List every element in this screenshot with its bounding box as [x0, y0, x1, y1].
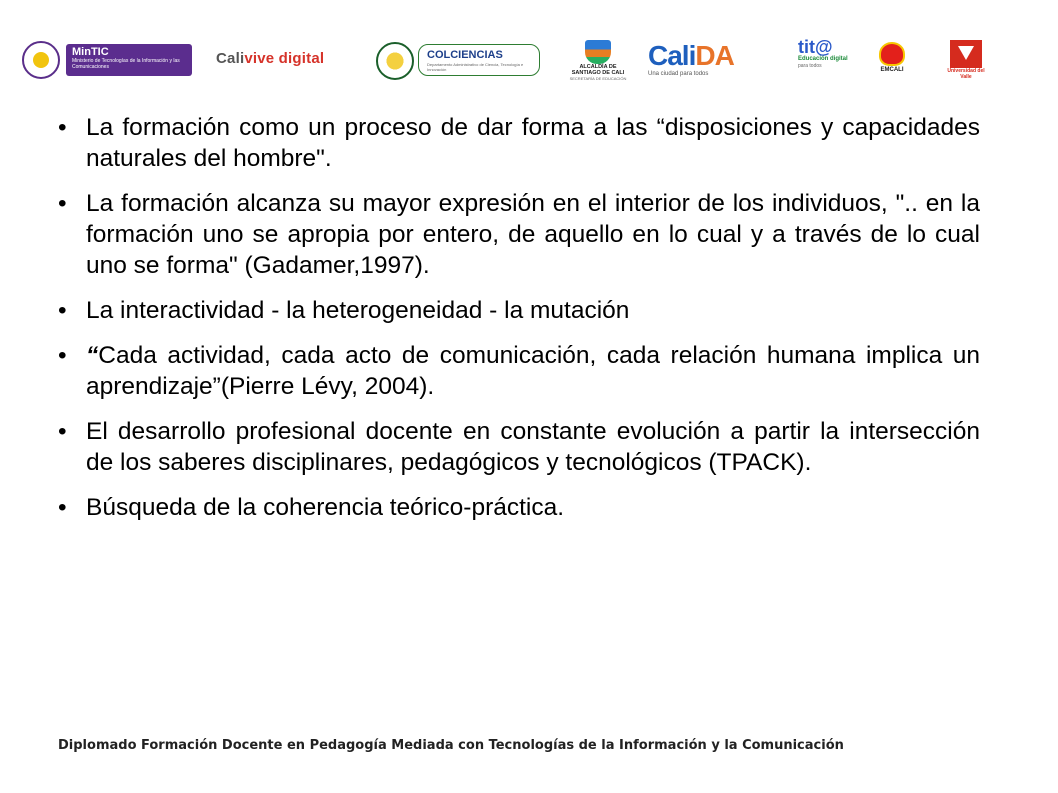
univalle-logo	[946, 40, 986, 84]
bullet-text: La interactividad - la heterogeneidad - la mutación	[86, 297, 630, 324]
tita-logo	[798, 38, 854, 84]
mintic-title: MinTIC	[72, 46, 109, 58]
logo-bar	[0, 36, 1058, 86]
bullet-item	[56, 340, 980, 402]
mintic-logo	[22, 42, 192, 78]
cali-shield-icon	[585, 40, 611, 64]
bullet-icon: •	[58, 297, 67, 324]
bullet-text: Cada actividad, cada acto de comunicación, cada relación humana implica un aprendizaje”(Pierre Lévy, 2004).	[86, 342, 980, 400]
bullet-text: El desarrollo profesional docente en constante evolución a partir la intersección de los saberes disciplinares, pedagógicos y tecnológicos (TPACK).	[86, 418, 980, 476]
bullet-text: Búsqueda de la coherencia teórico-práctica.	[86, 494, 565, 521]
calivive-part1: Cali	[216, 50, 245, 67]
colombia-seal-icon	[22, 41, 60, 79]
alcaldia-title: ALCALDÍA DE SANTIAGO DE CALI	[571, 64, 625, 76]
univalle-mark-icon	[950, 40, 982, 68]
alcaldia-subtitle: SECRETARÍA DE EDUCACIÓN	[569, 76, 627, 81]
tita-subtitle: Educación digital	[798, 56, 848, 62]
colciencias-title: COLCIENCIAS	[427, 49, 503, 61]
bullet-icon: •	[58, 494, 67, 521]
emcali-flame-icon	[879, 42, 905, 66]
univalle-title: Universidad del Valle	[947, 68, 985, 80]
colombia-shield-icon	[376, 42, 414, 80]
bullet-text: La formación alcanza su mayor expresión en el interior de los individuos, ".. en la formación uno se apropia por entero, de aquello en lo cual y a través de lo cual uno se forma" (Gadamer,1997).	[86, 190, 980, 279]
opening-quote-mark: “	[86, 342, 99, 369]
alcaldia-cali-logo	[566, 40, 630, 84]
bullet-item	[56, 188, 980, 281]
colciencias-subtitle: Departamento Administrativo de Ciencia, Tecnología e Innovación	[427, 62, 524, 72]
bullet-item	[56, 295, 980, 326]
calida-subtitle: Una ciudad para todos	[648, 71, 709, 77]
colciencias-logo	[418, 44, 540, 76]
mintic-subtitle: Ministerio de Tecnologías de la Información y las Comunicaciones	[72, 58, 180, 70]
calida-title-a: Cali	[648, 40, 696, 71]
tita-tagline: para todos	[798, 63, 822, 69]
calivive-part2: vive digital	[244, 50, 325, 67]
emcali-logo	[874, 42, 910, 80]
calida-title-b: DA	[695, 40, 734, 71]
tita-title: tit@	[798, 37, 833, 57]
bullet-text: La formación como un proceso de dar forma a las “disposiciones y capacidades naturales del hombre".	[86, 114, 980, 172]
bullet-icon: •	[58, 114, 67, 141]
bullet-list	[56, 112, 980, 523]
bullet-icon: •	[58, 190, 67, 217]
footer-caption: Diplomado Formación Docente en Pedagogía Mediada con Tecnologías de la Información y la Comunicación	[58, 738, 844, 753]
bullet-icon: •	[58, 418, 67, 445]
calida-logo	[648, 42, 770, 80]
emcali-title: EMCALI	[880, 67, 904, 73]
bullet-icon: •	[58, 342, 67, 369]
bullet-item	[56, 112, 980, 174]
bullet-item	[56, 492, 980, 523]
bullet-item	[56, 416, 980, 478]
slide-content	[56, 112, 980, 537]
cali-vive-digital-logo	[216, 50, 356, 72]
